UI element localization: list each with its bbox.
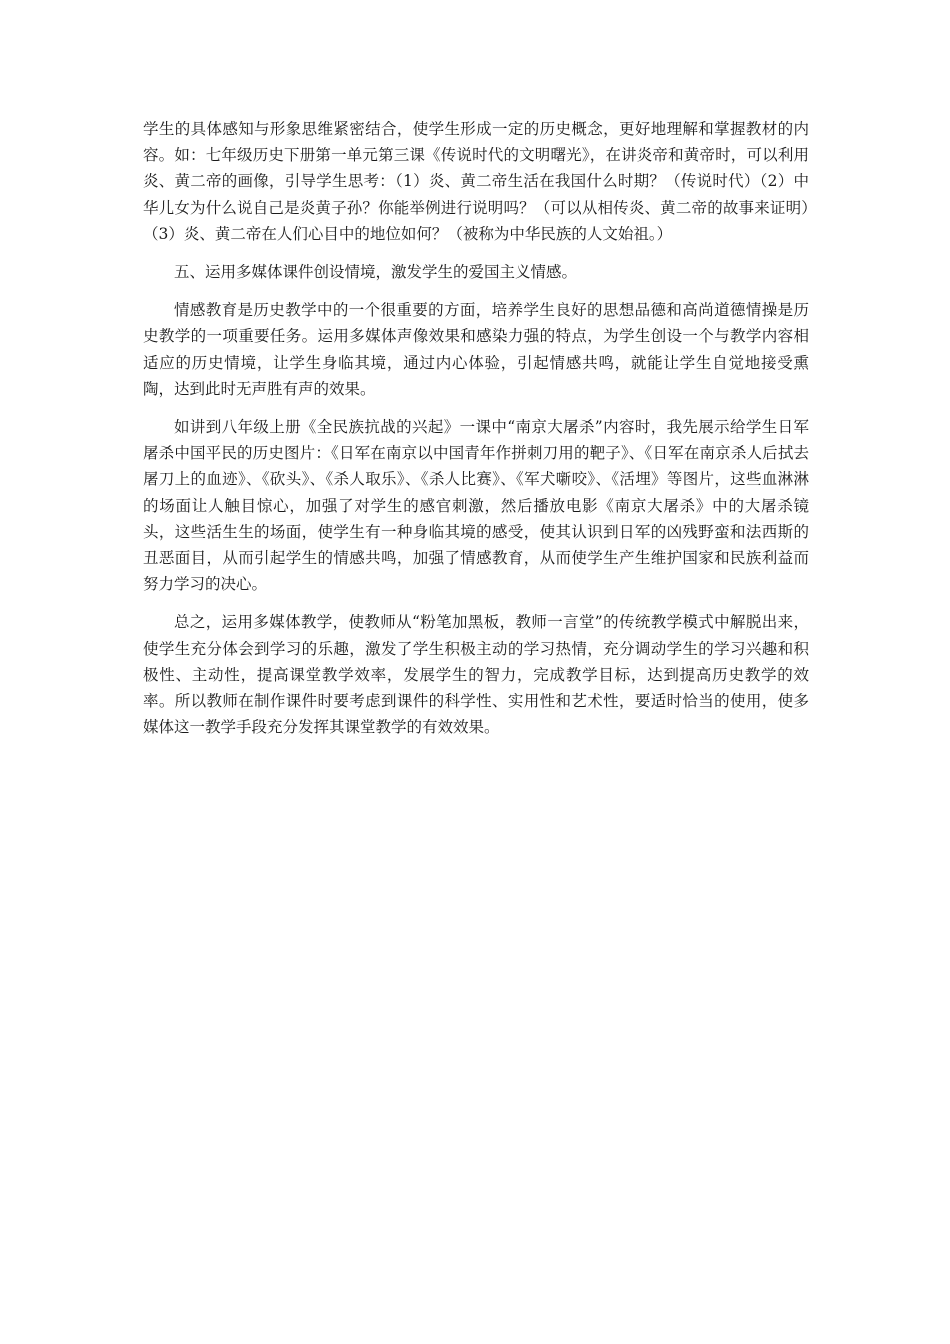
paragraph-conclusion: 总之，运用多媒体教学，使教师从“粉笔加黑板，教师一言堂”的传统教学模式中解脱出来，使学生充分体会到学习的乐趣，激发了学生积极主动的学习热情，充分调动学生的学习兴趣和积极性、主动性，提高课堂教学效率，发展学生的智力，完成教学目标，达到提高历史教学的效率。所以教师在制作课件时要考虑到课件的科学性、实用性和艺术性，要适时恰当的使用，使多媒体这一教学手段充分发挥其课堂教学的有效效果。 [143, 613, 809, 737]
paragraph-continuation: 学生的具体感知与形象思维紧密结合，使学生形成一定的历史概念，更好地理解和掌握教材的内容。如：七年级历史下册第一单元第三课《传说时代的文明曙光》，在讲炎帝和黄帝时，可以利用炎、黄二帝的画像，引导学生思考：（1）炎、黄二帝生活在我国什么时期？（传说时代）（2）中华儿女为什么说自己是炎黄子孙？你能举例进行说明吗？（可以从相传炎、黄二帝的故事来证明）（3）炎、黄二帝在人们心目中的地位如何？（被称为中华民族的人文始祖。） [143, 120, 809, 243]
paragraph-emotional-education: 情感教育是历史教学中的一个很重要的方面，培养学生良好的思想品德和高尚道德情操是历史教学的一项重要任务。运用多媒体声像效果和感染力强的特点，为学生创设一个与教学内容相适应的历史情境，让学生身临其境，通过内心体验，引起情感共鸣，就能让学生自觉地接受熏陶，达到此时无声胜有声的效果。 [143, 301, 809, 398]
paragraph-nanjing-example: 如讲到八年级上册《全民族抗战的兴起》一课中“南京大屠杀”内容时，我先展示给学生日军屠杀中国平民的历史图片：《日军在南京以中国青年作拼刺刀用的靶子》、《日军在南京杀人后拭去屠刀上的血迹》、《砍头》、《杀人取乐》、《杀人比赛》、《军犬噺咬》、《活埋》等图片，这些血淋淋的场面让人触目惊心，加强了对学生的感官刺激，然后播放电影《南京大屠杀》中的大屠杀镜头，这些活生生的场面，使学生有一种身临其境的感受，使其认识到日军的凶残野蛮和法西斯的丑恶面目，从而引起学生的情感共鸣，加强了情感教育，从而使学生产生维护国家和民族利益而努力学习的决心。 [143, 418, 809, 594]
section-heading-five: 五、运用多媒体课件创设情境，激发学生的爱国主义情感。 [174, 263, 578, 282]
document-page [143, 116, 809, 752]
